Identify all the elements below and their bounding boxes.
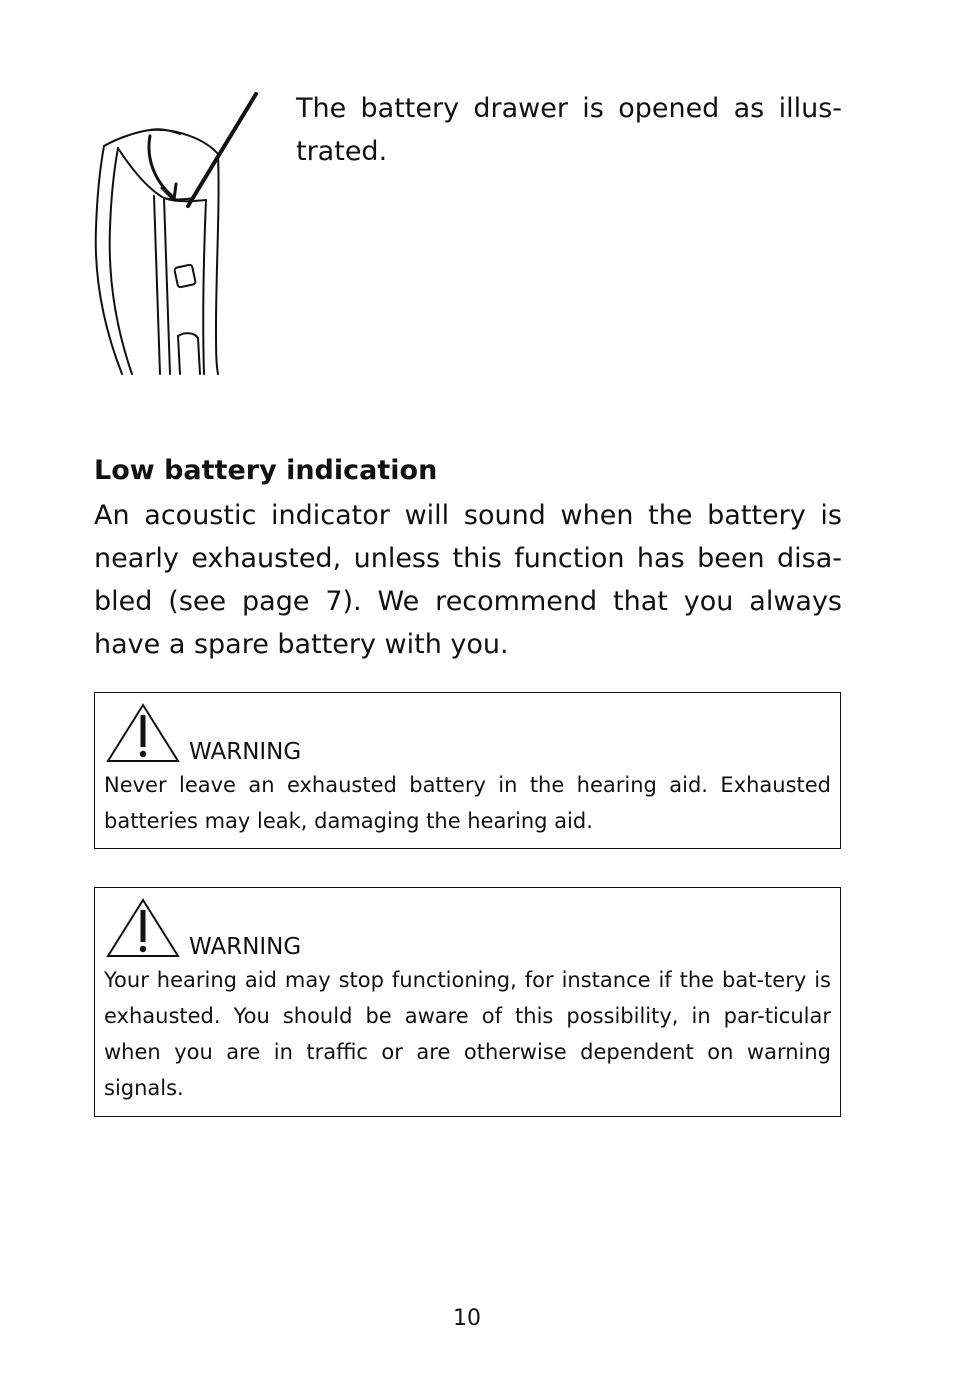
warning-box [94,887,841,1117]
warning-header [104,701,831,765]
warning-title: WARNING [189,739,302,765]
warning-text: Your hearing aid may stop functioning, for instance if the bat-tery is exhausted. You should be aware of this possibility, in par-ticular when you are in traffic or are otherwise dependent on warning signals. [104,968,831,1100]
hearing-aid-battery-drawer-illustration [88,88,268,380]
warning-title: WARNING [189,934,302,960]
warning-box [94,692,841,849]
warning-triangle-icon [104,896,182,960]
intro-text: The battery drawer is opened as illus-trated. [296,93,842,167]
page-number: 10 [453,1306,481,1331]
section-heading: Low battery indication [94,455,438,486]
section-body: An acoustic indicator will sound when the battery is nearly exhausted, unless this function has been disa-bled (see page 7). We recommend that you always have a spare battery with you. [94,500,842,660]
warning-triangle-icon [104,701,182,765]
warning-header [104,896,831,960]
warning-text: Never leave an exhausted battery in the hearing aid. Exhausted batteries may leak, damaging the hearing aid. [104,773,831,833]
